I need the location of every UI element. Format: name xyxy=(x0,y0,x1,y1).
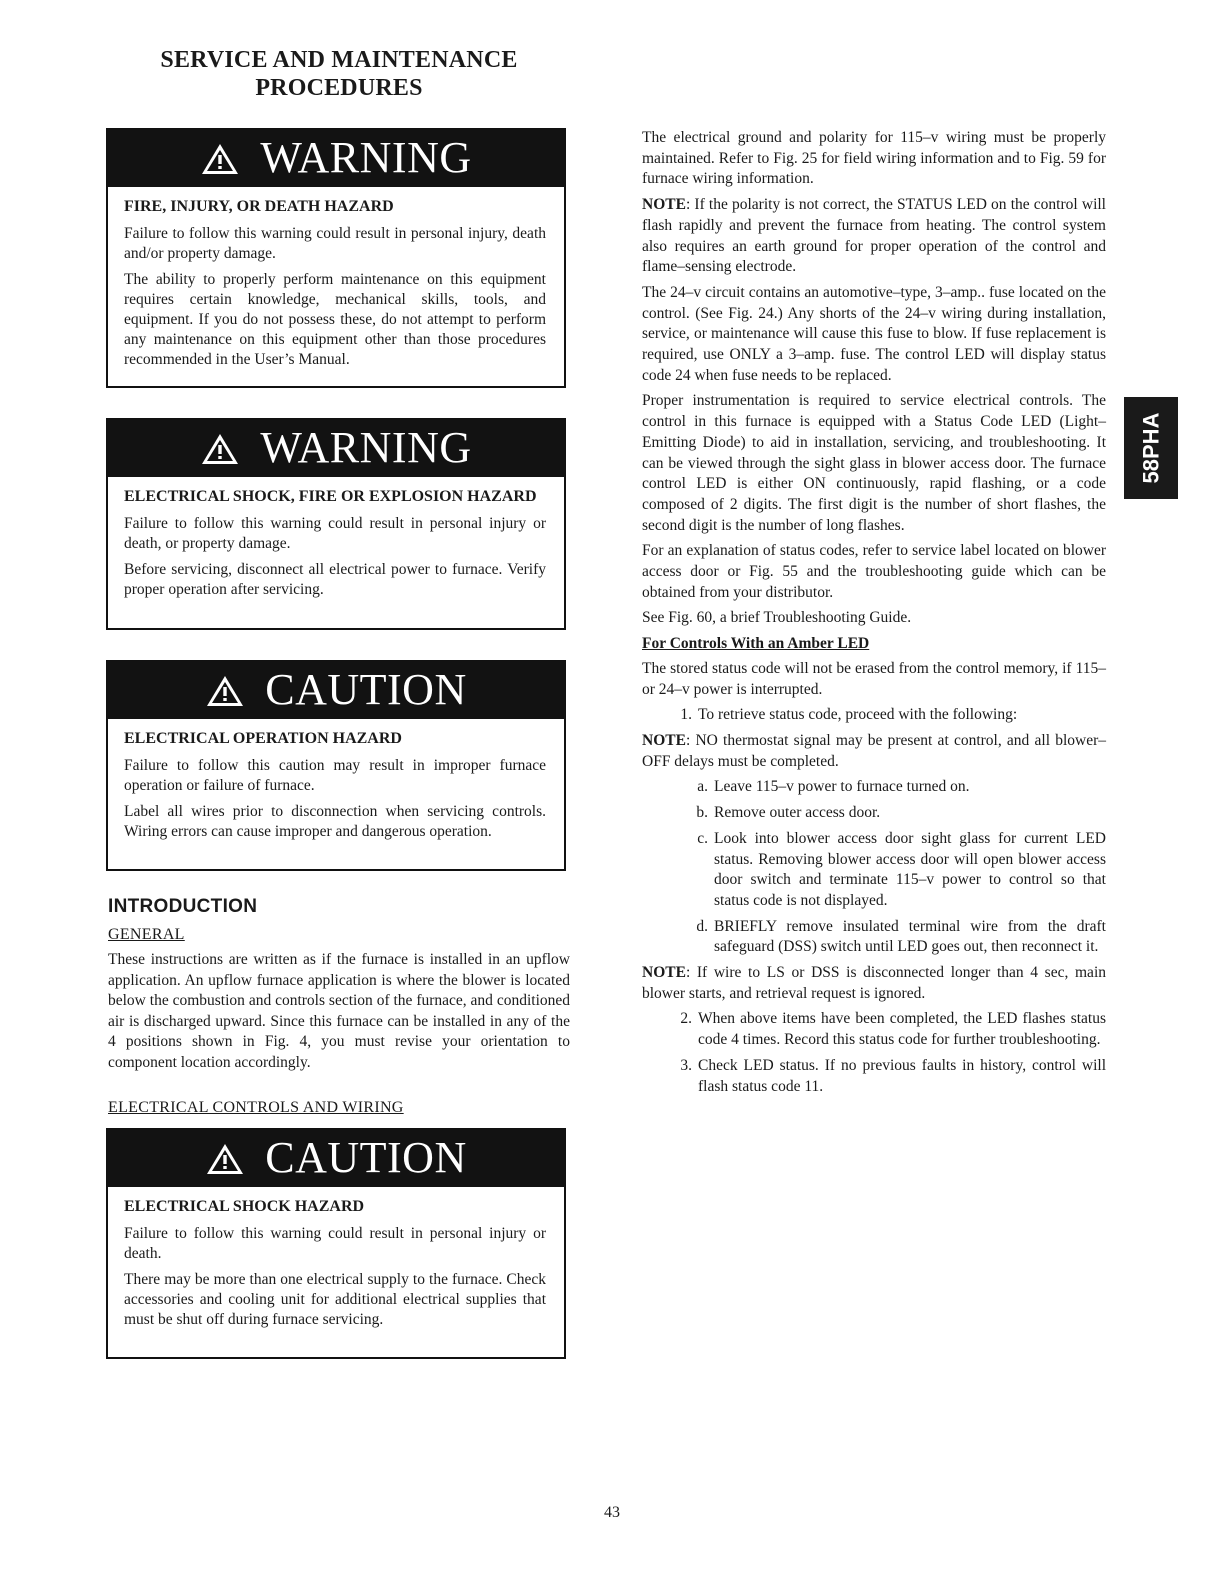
page-number: 43 xyxy=(604,1504,620,1521)
step-2 xyxy=(642,1009,1106,1050)
model-side-tab-label: 58PHA xyxy=(1138,412,1164,484)
substep-text: Look into blower access door sight glass for current LED status. Removing blower access door will open blower access door switch and terminate 115–v power to control so that status code is not displayed. xyxy=(714,829,1106,909)
substep-b xyxy=(642,803,1106,824)
substep-c xyxy=(642,829,1106,912)
model-side-tab xyxy=(1124,397,1178,499)
warning-banner-text: WARNING xyxy=(260,423,472,472)
caution-banner xyxy=(107,1129,565,1187)
warning-triangle-icon xyxy=(205,674,245,708)
paragraph-instrumentation: Proper instrumentation is required to service electrical controls. The control in this furnace is equipped with a Status Code LED (Light–Emitting Diode) to aid in installation, servicing, and troubleshooting. It can be viewed through the sight glass in blower access door. The furnace control LED is either ON continuously, rapid flashing, or a code composed of 2 digits. The first digit is the number of short flashes, the second digit is the number of long flashes. xyxy=(642,392,1106,534)
hazard-heading: ELECTRICAL SHOCK HAZARD xyxy=(124,1198,365,1215)
paragraph-ground-polarity: The electrical ground and polarity for 115–v wiring must be properly maintained. Refer to Fig. 25 for field wiring information and to Fig. 59 for furnace wiring information. xyxy=(642,129,1106,188)
hazard-paragraph: Failure to follow this warning could result in personal injury or death, or property damage. xyxy=(124,515,546,552)
step-1 xyxy=(642,705,1106,726)
substep-letter: c. xyxy=(697,829,708,847)
paragraph-stored-code: The stored status code will not be erased from the control memory, if 115– or 24–v power is interrupted. xyxy=(642,659,1106,698)
warning-triangle-icon xyxy=(200,142,240,176)
general-heading: GENERAL xyxy=(108,926,185,943)
introduction-heading: INTRODUCTION xyxy=(108,896,258,917)
substep-text: Leave 115–v power to furnace turned on. xyxy=(714,778,970,796)
step-text: To retrieve status code, proceed with the following: xyxy=(698,706,1018,724)
amber-led-heading: For Controls With an Amber LED xyxy=(642,635,870,653)
substep-letter: a. xyxy=(697,778,708,796)
hazard-heading: ELECTRICAL OPERATION HAZARD xyxy=(124,730,402,747)
substep-text: Remove outer access door. xyxy=(714,804,881,822)
caution-banner xyxy=(107,661,565,719)
note-thermostat xyxy=(642,731,1106,772)
note-disconnect xyxy=(642,963,1106,1004)
warning-box-electrical-shock xyxy=(106,418,566,630)
note-label: NOTE xyxy=(642,196,686,214)
substep-letter: b. xyxy=(696,804,708,822)
substep-letter: d. xyxy=(696,917,708,935)
note-text: : If the polarity is not correct, the STATUS LED on the control will flash rapidly and prevent the furnace from heating. The control system also requires an earth ground for proper operation of the control and flame–sensing electrode. xyxy=(642,196,1106,276)
warning-banner-text: WARNING xyxy=(260,133,472,182)
caution-box-electrical-shock xyxy=(106,1128,566,1359)
page-title xyxy=(108,46,570,102)
note-text: : If wire to LS or DSS is disconnected longer than 4 sec, main blower starts, and retrieval request is ignored. xyxy=(642,964,1106,1002)
hazard-heading: FIRE, INJURY, OR DEATH HAZARD xyxy=(124,198,394,215)
step-3 xyxy=(642,1056,1106,1097)
step-number: 3. xyxy=(680,1056,692,1074)
hazard-paragraph: Failure to follow this caution may result in improper furnace operation or failure of furnace. xyxy=(124,757,546,794)
warning-banner xyxy=(107,419,565,477)
hazard-paragraph: The ability to properly perform maintenance on this equipment requires certain knowledge, mechanical skills, tools, and equipment. If you do not possess these, do not attempt to perform any maintenance on this equipment other than those procedures recommended in the User’s Manual. xyxy=(124,271,546,368)
paragraph-troubleshooting-guide: See Fig. 60, a brief Troubleshooting Guide. xyxy=(642,609,912,627)
caution-banner-text: CAUTION xyxy=(265,1133,467,1182)
step-text: Check LED status. If no previous faults in history, control will flash status code 11. xyxy=(698,1056,1106,1095)
warning-box-fire-injury xyxy=(106,128,566,388)
hazard-paragraph: Failure to follow this warning could result in personal injury, death and/or property damage. xyxy=(124,225,546,262)
hazard-paragraph: There may be more than one electrical supply to the furnace. Check accessories and cooling unit for additional electrical supplies that must be shut off during furnace servicing. xyxy=(124,1271,546,1328)
step-text: When above items have been completed, the LED flashes status code 4 times. Record this status code for further troubleshooting. xyxy=(698,1010,1106,1049)
hazard-paragraph: Label all wires prior to disconnection when servicing controls. Wiring errors can cause improper and dangerous operation. xyxy=(124,803,546,840)
warning-banner xyxy=(107,129,565,187)
step-number: 2. xyxy=(680,1010,692,1028)
hazard-paragraph: Before servicing, disconnect all electrical power to furnace. Verify proper operation after servicing. xyxy=(124,561,546,598)
step-number: 1. xyxy=(680,706,692,724)
substep-a xyxy=(642,777,1106,798)
note-label: NOTE xyxy=(642,964,686,982)
note-text: : NO thermostat signal may be present at control, and all blower–OFF delays must be completed. xyxy=(642,731,1106,770)
page-title-line2: PROCEDURES xyxy=(255,75,423,101)
hazard-paragraph: Failure to follow this warning could result in personal injury or death. xyxy=(124,1225,546,1262)
note-label: NOTE xyxy=(642,731,686,749)
electrical-controls-heading: ELECTRICAL CONTROLS AND WIRING xyxy=(108,1099,404,1116)
substep-text: BRIEFLY remove insulated terminal wire from the draft safeguard (DSS) switch until LED goes out, then reconnect it. xyxy=(714,917,1106,956)
substep-d xyxy=(642,917,1106,958)
warning-triangle-icon xyxy=(200,432,240,466)
page-title-line1: SERVICE AND MAINTENANCE xyxy=(160,47,518,73)
note-polarity xyxy=(642,195,1106,278)
caution-banner-text: CAUTION xyxy=(265,665,467,714)
caution-box-electrical-operation xyxy=(106,660,566,871)
hazard-heading: ELECTRICAL SHOCK, FIRE OR EXPLOSION HAZARD xyxy=(124,488,537,505)
paragraph-status-codes: For an explanation of status codes, refer to service label located on blower access door or Fig. 55 and the troubleshooting guide which can be obtained from your distributor. xyxy=(642,542,1106,601)
general-paragraph: These instructions are written as if the furnace is installed in an upflow application. An upflow furnace application is where the blower is located below the combustion and controls section of the furnace, and conditioned air is discharged upward. Since this furnace can be installed in any of the 4 positions shown in Fig. 4, you must revise your orientation to component location accordingly. xyxy=(108,951,570,1071)
right-column xyxy=(642,128,1106,1102)
paragraph-fuse: The 24–v circuit contains an automotive–type, 3–amp.. fuse located on the control. (See Fig. 24.) Any shorts of the 24–v wiring during installation, service, or maintenance will cause this fuse to blow. If fuse replacement is required, use ONLY a 3–amp. fuse. The control LED will display status code 24 when fuse needs to be replaced. xyxy=(642,283,1106,384)
warning-triangle-icon xyxy=(205,1142,245,1176)
